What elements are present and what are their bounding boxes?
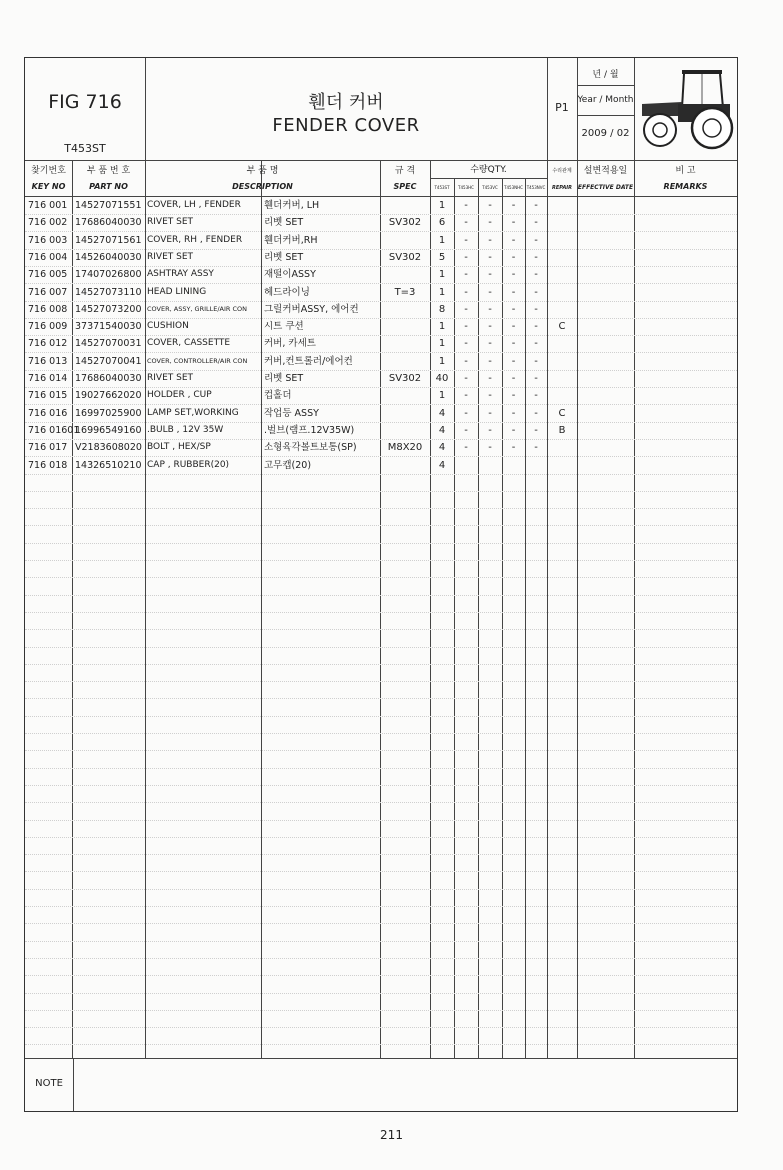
- qty-subheader-line: [430, 178, 547, 179]
- spec: SV302: [388, 217, 422, 229]
- table-row: [25, 353, 737, 370]
- quantity: -: [534, 355, 538, 367]
- ruled-line: [25, 837, 737, 838]
- description: LAMP SET,WORKING: [147, 407, 239, 418]
- quantity: -: [464, 303, 468, 315]
- description-korean: 휀더커버,RH: [264, 234, 318, 246]
- quantity: 4: [438, 424, 446, 436]
- ruled-line: [25, 889, 737, 890]
- key-number: 716 001: [28, 200, 68, 211]
- description-korean: 리벳 SET: [264, 373, 304, 384]
- quantity: -: [534, 217, 538, 229]
- description: COVER, RH , FENDER: [147, 234, 243, 245]
- table-row: [25, 405, 737, 422]
- figure-number: FIG 716: [48, 91, 122, 113]
- tractor-illustration: [636, 64, 735, 154]
- quantity: -: [488, 442, 492, 454]
- ruled-line: [25, 958, 737, 959]
- ruled-line: [25, 577, 737, 578]
- part-number: 37371540030: [75, 321, 142, 333]
- quantity: -: [534, 286, 538, 298]
- ruled-line: [25, 820, 737, 821]
- year-month-korean: 년 / 월: [592, 70, 619, 80]
- quantity: 1: [438, 338, 446, 350]
- quantity: -: [534, 269, 538, 281]
- key-number: 716 013: [28, 355, 68, 367]
- quantity: -: [464, 234, 468, 246]
- quantity: -: [464, 373, 468, 384]
- part-number: 14326510210: [75, 459, 142, 471]
- quantity: 4: [438, 407, 446, 419]
- quantity: -: [511, 373, 516, 384]
- quantity: -: [488, 234, 492, 246]
- quantity: -: [488, 407, 492, 419]
- qty-model-4: T453NHC: [504, 185, 523, 190]
- quantity: -: [488, 424, 492, 436]
- divider: [577, 85, 634, 86]
- repair-header: REPAIR: [551, 185, 573, 191]
- note-divider: [25, 1058, 737, 1059]
- quantity: 4: [438, 442, 446, 454]
- part-number: 17686040030: [75, 217, 142, 229]
- description-korean: 그릴커버ASSY, 에어컨: [264, 303, 359, 315]
- ruled-line: [25, 491, 737, 492]
- key-number: 716 015: [28, 390, 68, 402]
- note-label: NOTE: [35, 1078, 63, 1089]
- key-number: 716 003: [28, 234, 68, 246]
- key-number: 716 012: [28, 338, 68, 350]
- part-number: 17407026800: [75, 269, 142, 281]
- header-divider: [25, 160, 737, 161]
- quantity: -: [511, 390, 516, 402]
- effective-header: EFFECTIVE DATE: [577, 184, 634, 191]
- part-number: V2183608020: [75, 442, 142, 454]
- quantity: -: [488, 269, 492, 281]
- quantity: -: [511, 251, 516, 263]
- quantity: -: [464, 442, 468, 454]
- key-header-ko: 찾기번호: [31, 166, 66, 176]
- table-row: [25, 249, 737, 266]
- ruled-line: [25, 923, 737, 924]
- divider: [634, 58, 635, 160]
- quantity: -: [511, 217, 516, 229]
- description: ASHTRAY ASSY: [147, 269, 214, 280]
- quantity: -: [534, 200, 538, 211]
- qty-model-1: T453ST: [434, 185, 450, 190]
- ruled-line: [25, 629, 737, 630]
- qty-model-5: T453NVC: [526, 185, 546, 190]
- page-label: P1: [555, 101, 569, 114]
- spec: M8X20: [387, 442, 423, 454]
- note-column-line: [73, 1058, 74, 1111]
- quantity: -: [511, 200, 516, 211]
- ruled-line: [25, 595, 737, 596]
- part-number: 14527070031: [75, 338, 142, 350]
- quantity: -: [488, 373, 492, 384]
- ruled-line: [25, 698, 737, 699]
- description-korean: 재떨이ASSY: [264, 269, 316, 281]
- quantity: 1: [438, 200, 446, 211]
- ruled-line: [25, 1044, 737, 1045]
- part-number: 14527071551: [75, 200, 142, 211]
- spec-header: SPEC: [393, 182, 417, 191]
- description: COVER, CASSETTE: [147, 338, 231, 349]
- key-number: 716 016: [28, 407, 68, 419]
- quantity: -: [511, 338, 516, 350]
- description: COVER, CONTROLLER/AIR CON: [147, 356, 248, 365]
- table-row: [25, 266, 737, 283]
- parts-sheet: [24, 57, 738, 1112]
- key-number: 716 008: [28, 303, 68, 315]
- quantity: -: [464, 269, 468, 281]
- quantity: -: [534, 303, 538, 315]
- quantity: -: [464, 390, 468, 402]
- description: .BULB , 12V 35W: [147, 424, 224, 435]
- quantity: -: [488, 217, 492, 229]
- quantity: 1: [438, 355, 446, 367]
- spec: SV302: [388, 251, 422, 263]
- key-number: 716 018: [28, 459, 68, 471]
- table-row: [25, 422, 737, 439]
- quantity: 6: [438, 217, 446, 229]
- title-korean: 휀더 커버: [308, 92, 384, 113]
- ruled-line: [25, 871, 737, 872]
- quantity: -: [534, 390, 538, 402]
- issue-date: 2009 / 02: [581, 128, 630, 139]
- description: CUSHION: [147, 321, 189, 332]
- part-number: 16997025900: [75, 407, 142, 419]
- description: RIVET SET: [147, 251, 194, 262]
- quantity: -: [511, 269, 516, 281]
- quantity: -: [464, 407, 468, 419]
- key-number: 716 004: [28, 251, 68, 263]
- description: CAP , RUBBER(20): [147, 459, 230, 470]
- part-number: 16996549160: [75, 424, 142, 436]
- repair-code: C: [558, 407, 566, 419]
- table-row: [25, 335, 737, 352]
- key-number: 716 005: [28, 269, 68, 281]
- quantity: 1: [438, 286, 446, 298]
- quantity: -: [488, 251, 492, 263]
- table-row: [25, 370, 737, 387]
- quantity: -: [511, 442, 516, 454]
- table-row: [25, 318, 737, 335]
- effective-header-ko: 설변적용일: [583, 166, 628, 176]
- quantity: -: [488, 321, 492, 333]
- description-korean: 커버, 카세트: [264, 338, 316, 350]
- quantity: -: [488, 355, 492, 367]
- description-korean: 리벳 SET: [264, 217, 304, 229]
- quantity: -: [534, 234, 538, 246]
- spec-header-ko: 규 격: [394, 166, 416, 176]
- quantity: 5: [438, 251, 446, 263]
- remarks-header-ko: 비 고: [675, 166, 696, 176]
- qty-header: 수량QTY.: [470, 165, 507, 175]
- quantity: -: [464, 338, 468, 350]
- description-korean: 소형육각볼트보통(SP): [264, 442, 357, 454]
- ruled-line: [25, 802, 737, 803]
- ruled-line: [25, 975, 737, 976]
- quantity: -: [511, 355, 516, 367]
- quantity: -: [511, 321, 516, 333]
- qty-model-3: T453VC: [482, 185, 498, 190]
- spec: SV302: [388, 373, 422, 384]
- table-row: [25, 232, 737, 249]
- year-month-english: Year / Month: [577, 95, 634, 105]
- table-row: [25, 214, 737, 231]
- description: HOLDER , CUP: [147, 390, 212, 401]
- key-number: 716 01601: [28, 424, 80, 436]
- ruled-line: [25, 474, 737, 475]
- part-header-ko: 부 품 번 호: [86, 166, 131, 176]
- quantity: -: [511, 407, 516, 419]
- repair-header-ko: 수리관계: [552, 168, 572, 174]
- part-header: PART NO: [89, 182, 128, 191]
- description-korean: 커버,컨트롤러/에어컨: [264, 355, 353, 367]
- quantity: -: [464, 321, 468, 333]
- table-row: [25, 387, 737, 404]
- quantity: -: [488, 303, 492, 315]
- part-number: 14526040030: [75, 251, 142, 263]
- ruled-line: [25, 612, 737, 613]
- ruled-line: [25, 854, 737, 855]
- quantity: -: [464, 251, 468, 263]
- desc-header-ko: 부 품 명: [246, 166, 279, 176]
- key-number: 716 007: [28, 286, 68, 298]
- ruled-line: [25, 906, 737, 907]
- description-korean: 작업등 ASSY: [264, 407, 319, 419]
- quantity: -: [534, 407, 538, 419]
- quantity: -: [464, 355, 468, 367]
- quantity: -: [488, 390, 492, 402]
- ruled-line: [25, 716, 737, 717]
- ruled-line: [25, 1027, 737, 1028]
- quantity: 1: [438, 390, 446, 402]
- quantity: 1: [438, 321, 446, 333]
- ruled-line: [25, 733, 737, 734]
- quantity: -: [488, 286, 492, 298]
- part-number: 19027662020: [75, 390, 142, 402]
- desc-header: DESCRIPTION: [232, 182, 293, 191]
- repair-code: B: [558, 424, 566, 436]
- quantity: -: [488, 338, 492, 350]
- quantity: -: [464, 217, 468, 229]
- key-number: 716 009: [28, 321, 68, 333]
- description-korean: 휀더커버, LH: [264, 200, 320, 211]
- ruled-line: [25, 768, 737, 769]
- key-number: 716 002: [28, 217, 68, 229]
- part-number: 14527071561: [75, 234, 142, 246]
- quantity: -: [534, 338, 538, 350]
- description-korean: .벌브(램프.12V35W): [264, 424, 355, 436]
- description-korean: 시트 쿠션: [264, 321, 304, 333]
- ruled-line: [25, 560, 737, 561]
- qty-model-2: T453HC: [458, 185, 474, 190]
- quantity: 1: [438, 234, 446, 246]
- quantity: -: [511, 234, 516, 246]
- key-number: 716 017: [28, 442, 68, 454]
- quantity: 40: [435, 373, 449, 384]
- ruled-line: [25, 525, 737, 526]
- quantity: -: [511, 286, 516, 298]
- table-row: [25, 301, 737, 318]
- key-number: 716 014: [28, 373, 68, 384]
- quantity: -: [534, 424, 538, 436]
- key-header: KEY NO: [31, 182, 66, 191]
- ruled-line: [25, 1010, 737, 1011]
- spec: T=3: [394, 286, 416, 298]
- part-number: 14527073110: [75, 286, 142, 298]
- table-row: [25, 284, 737, 301]
- part-number: 17686040030: [75, 373, 142, 384]
- ruled-line: [25, 647, 737, 648]
- ruled-line: [25, 543, 737, 544]
- model-name: T453ST: [64, 142, 106, 155]
- table-row: [25, 197, 737, 214]
- part-number: 14527070041: [75, 355, 142, 367]
- ruled-line: [25, 785, 737, 786]
- quantity: -: [534, 321, 538, 333]
- divider: [577, 115, 634, 116]
- figure-block: [25, 58, 145, 160]
- description: RIVET SET: [147, 217, 194, 228]
- quantity: -: [511, 303, 516, 315]
- ruled-line: [25, 993, 737, 994]
- table-row: [25, 457, 737, 474]
- repair-code: C: [558, 321, 566, 333]
- quantity: -: [488, 200, 492, 211]
- ruled-line: [25, 941, 737, 942]
- title-english: FENDER COVER: [272, 115, 420, 136]
- part-number: 14527073200: [75, 303, 142, 315]
- ruled-line: [25, 664, 737, 665]
- description: BOLT , HEX/SP: [147, 442, 211, 453]
- remarks-header: REMARKS: [663, 182, 708, 191]
- quantity: -: [464, 286, 468, 298]
- page-number: 211: [380, 1128, 403, 1142]
- description-korean: 리벳 SET: [264, 251, 304, 263]
- table-row: [25, 439, 737, 456]
- quantity: -: [534, 373, 538, 384]
- quantity: -: [534, 251, 538, 263]
- quantity: 4: [438, 459, 446, 471]
- description-korean: 컵홀더: [264, 390, 292, 402]
- ruled-line: [25, 681, 737, 682]
- description-korean: 고무캡(20): [264, 459, 312, 471]
- ruled-line: [25, 750, 737, 751]
- description: RIVET SET: [147, 373, 194, 383]
- description-korean: 헤드라이닝: [264, 286, 310, 298]
- quantity: -: [464, 424, 468, 436]
- quantity: 1: [438, 269, 446, 281]
- description: COVER, LH , FENDER: [147, 200, 241, 210]
- quantity: -: [534, 442, 538, 454]
- quantity: 8: [438, 303, 446, 315]
- ruled-line: [25, 508, 737, 509]
- quantity: -: [511, 424, 516, 436]
- description: COVER, ASSY, GRILLE/AIR CON: [147, 304, 248, 313]
- description: HEAD LINING: [147, 286, 207, 297]
- quantity: -: [464, 200, 468, 211]
